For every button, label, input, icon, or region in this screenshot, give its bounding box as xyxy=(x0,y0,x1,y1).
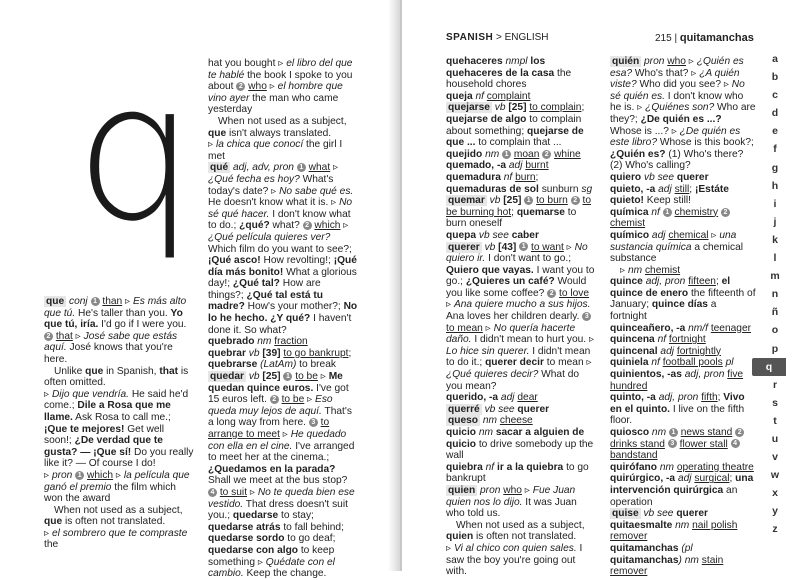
dictionary-entry: quieto, -a adj still; ¡Estáte quieto! Keep still! xyxy=(610,183,729,207)
dictionary-entry: quemadura nf burn; quemaduras de sol sunburn sg xyxy=(446,171,593,195)
thumb-index-letter-r[interactable]: r xyxy=(772,378,778,391)
thumb-index-letter-z[interactable]: z xyxy=(772,523,778,536)
dictionary-entry: quirófano nm operating theatre xyxy=(610,461,754,473)
dictionary-entry: quejido nm 1 moan 2 whine xyxy=(446,148,581,160)
dictionary-entry: quejarse vb [25] to complain; quejarse de algo to complain about something; quejarse de que ... to complain that ... xyxy=(446,102,585,149)
dictionary-entry: quedar vb [25] 1 to be ▹ Me quedan quince euros. I've got 15 euros left. 2 to be ▹ Eso queda muy lejos de aquí. That's a long way from here. 3 to arrange to meet ▹ He quedado con ella en el cine. I've arranged to meet her at the cinema.; ¿Quedamos en la parada? Shall we meet at the bus stop? 4 to suit ▹ No te queda bien ese vestido. That dress doesn't suit you.; quedarse to stay; quedarse atrás to fall behind; quedarse sordo to go deaf; quedarse con algo to keep something ▹ Quédate con el cambio. Keep the change. xyxy=(208,371,355,580)
dictionary-entry: quicio nm sacar a alguien de quicio to drive somebody up the wall xyxy=(446,427,594,462)
dictionary-entry: When not used as a subject, quien is often not translated. xyxy=(446,519,585,543)
thumb-index-letter-s[interactable]: s xyxy=(772,396,778,409)
thumb-index-letter-g[interactable]: g xyxy=(771,161,779,174)
thumb-index-letter-x[interactable]: x xyxy=(772,487,778,500)
column-4 xyxy=(610,56,756,578)
thumb-index-letter-c[interactable]: c xyxy=(772,89,778,102)
header-lang-to: ENGLISH xyxy=(504,32,549,43)
dictionary-entry: quebrado nm fraction xyxy=(208,336,308,348)
thumb-index-letter-h[interactable]: h xyxy=(771,179,779,192)
thumb-index-letter-p[interactable]: p xyxy=(771,342,779,355)
dictionary-entry: quepa vb see caber xyxy=(446,229,539,241)
dictionary-entry: querer vb [43] 1 to want ▹ No quiero ir. I don't want to go.; Quiero que vayas. I want you to go.; ¿Quieres un café? Would you like some coffee? 2 to love ▹ Ana quiere mucho a sus hijos. Ana loves her children dearly. 3 to mean ▹ No quería hacerte daño. I didn't mean to hurt you. ▹ Lo hice sin querer. I didn't mean to do it.; querer decir to mean ▹ ¿Qué quieres decir? What do you mean? xyxy=(446,241,595,392)
dictionary-entry: quitamanchas (pl quitamanchas) nm stain remover xyxy=(610,542,724,578)
dictionary-entry: hat you bought ▹ el libro del que te hablé the book I spoke to you about 2 who ▹ el hombre que vino ayer the man who came yesterday xyxy=(208,58,353,116)
dictionary-entry: químico adj chemical ▹ una sustancia química a chemical substance xyxy=(610,229,744,265)
thumb-index-letter-m[interactable]: m xyxy=(770,270,780,283)
dictionary-entry: ▹ Vi al chico con quien sales. I saw the boy you're going out with. xyxy=(446,542,583,578)
dictionary-entry: ▹ nm chemist xyxy=(620,264,681,276)
dictionary-entry: quiero vb see querer xyxy=(610,171,709,183)
page-header xyxy=(446,32,776,43)
dictionary-entry: quincena nf fortnight xyxy=(610,334,706,346)
header-arrow: > xyxy=(496,32,502,43)
dictionary-entry: quien pron who ▹ Fue Juan quien nos lo dijo. It was Juan who told us. xyxy=(446,484,577,520)
dictionary-entry: ▹ el sombrero que te compraste the xyxy=(44,527,188,551)
thumb-index-letter-j[interactable]: j xyxy=(773,215,777,228)
thumb-index-letter-t[interactable]: t xyxy=(773,414,777,427)
thumb-index-letter-n[interactable]: n xyxy=(771,288,779,301)
thumb-index-letter-a[interactable]: a xyxy=(772,53,778,65)
dictionary-entry: querido, -a adj dear xyxy=(446,392,538,404)
thumb-index-letter-ñ[interactable]: ñ xyxy=(771,306,779,319)
dictionary-entry: quemar vb [25] 1 to burn 2 to be burning hot; quemarse to burn oneself xyxy=(446,195,591,230)
dictionary-entry: queso nm cheese xyxy=(448,415,533,427)
dictionary-entry: quinientos, -as adj, pron five hundred xyxy=(610,369,744,392)
header-lang-from: SPANISH xyxy=(446,32,494,43)
dictionary-entry: quehaceres nmpl los quehaceres de la casa the household chores xyxy=(446,56,572,91)
dictionary-entry: ▹ la chica que conocí the girl I met xyxy=(208,139,343,162)
header-separator: | xyxy=(674,33,678,44)
dictionary-entry: querré vb see querer xyxy=(448,403,550,415)
dictionary-entry: quiosco nm 1 news stand 2 drinks stand 3 flower stall 4 bandstand xyxy=(610,427,756,462)
column-3 xyxy=(446,56,596,578)
dictionary-entry: ▹ Dijo que vendría. He said he'd come.; Dile a Rosa que me llame. Ask Rosa to call me.; ¡Que te mejores! Get well soon!; ¿De verdad que te gusta? — ¡Que sí! Do you really like it? — Of course I do! xyxy=(44,388,194,470)
thumb-index-letter-f[interactable]: f xyxy=(773,143,777,156)
dictionary-entry: qué adj, adv, pron 1 what ▹ ¿Qué fecha es hoy? What's today's date? ▹ No sabe qué es. He doesn't know what it is. ▹ No sé qué hacer. I don't know what to do.; ¿qué? what? 2 which ▹ ¿Qué película quieres ver? Which film do you want to see?; ¡Qué asco! How revolting!; ¡Qué día más bonito! What a glorious day!; ¿Qué tal? How are things?; ¿Qué tal está tu madre? How's your mother?; No lo he hecho. ¿Y qué? I haven't done it. So what? xyxy=(208,162,358,336)
dictionary-entry: ▹ pron 1 which ▹ la película que ganó el premio the film which won the award xyxy=(44,469,190,505)
thumb-index-letter-w[interactable]: w xyxy=(770,469,780,482)
thumb-index-letter-v[interactable]: v xyxy=(772,451,778,464)
dictionary-entry: quebrar vb [39] to go bankrupt; quebrarse (LatAm) to break xyxy=(208,347,352,371)
dictionary-entry: quise vb see querer xyxy=(612,508,709,520)
thumb-index-letter-k[interactable]: k xyxy=(772,233,778,246)
section-letter: q xyxy=(75,42,196,263)
column-1 xyxy=(44,296,194,551)
thumb-index xyxy=(764,50,786,539)
dictionary-entry: quemado, -a adj burnt xyxy=(446,160,549,172)
dictionary-entry: quitaesmalte nm nail polish remover xyxy=(610,519,738,543)
column-2 xyxy=(208,58,358,580)
dictionary-entry: quiebra nf ir a la quiebra to go bankrupt xyxy=(446,461,589,485)
thumb-index-letter-o[interactable]: o xyxy=(771,324,779,337)
dictionary-entry: Unlike que in Spanish, that is often omitted. xyxy=(44,365,189,389)
dictionary-entry: quince adj, pron fifteen; el quince de enero the fifteenth of January; quince días a fortnight xyxy=(610,276,756,323)
dictionary-entry: quiniela nf football pools pl xyxy=(610,357,734,369)
thumb-index-letter-l[interactable]: l xyxy=(773,252,777,265)
dictionary-entry: When not used as a subject, que is often not translated. xyxy=(44,504,183,528)
dictionary-entry: quinceañero, -a nm/f teenager xyxy=(610,322,752,334)
dictionary-entry: quincenal adj fortnightly xyxy=(610,345,722,357)
thumb-index-letter-d[interactable]: d xyxy=(771,107,779,120)
thumb-index-letter-u[interactable]: u xyxy=(771,432,779,445)
dictionary-entry: When not used as a subject, que isn't always translated. xyxy=(208,115,347,139)
dictionary-entry: quinto, -a adj, pron fifth; Vivo en el quinto. I live on the fifth floor. xyxy=(610,392,745,427)
thumb-index-letter-b[interactable]: b xyxy=(771,71,779,84)
dictionary-entry: queja nf complaint xyxy=(446,90,531,102)
thumb-index-letter-i[interactable]: i xyxy=(773,197,777,210)
dictionary-entry: que conj 1 than ▹ Es más alto que tú. He's taller than you. Yo que tú, iría. I'd go if I were you. 2 that ▹ José sabe que estás aquí. José knows that you're here. xyxy=(44,296,187,365)
left-page xyxy=(0,0,398,580)
thumb-index-letter-q[interactable]: q xyxy=(752,358,786,376)
dictionary-entry: quirúrgico, -a adj surgical; una intervención quirúrgica an operation xyxy=(610,473,754,508)
guide-word: quitamanchas xyxy=(679,32,754,44)
page-number: 215 xyxy=(655,33,672,44)
right-page xyxy=(402,0,800,578)
dictionary-entry: quién pron who ▹ ¿Quién es esa? Who's that? ▹ ¿A quién viste? Who did you see? ▹ No sé quién es. I don't know who he is. ▹ ¿Quiénes son? Who are they?; ¿De quién es ...? Whose is ...? ▹ ¿De quién es este libro? Whose is this book?; ¿Quién es? (1) Who's there? (2) Who's calling? xyxy=(610,56,756,172)
thumb-index-letter-e[interactable]: e xyxy=(772,125,778,138)
thumb-index-letter-y[interactable]: y xyxy=(772,505,778,518)
dictionary-entry: química nf 1 chemistry 2 chemist xyxy=(610,207,756,230)
